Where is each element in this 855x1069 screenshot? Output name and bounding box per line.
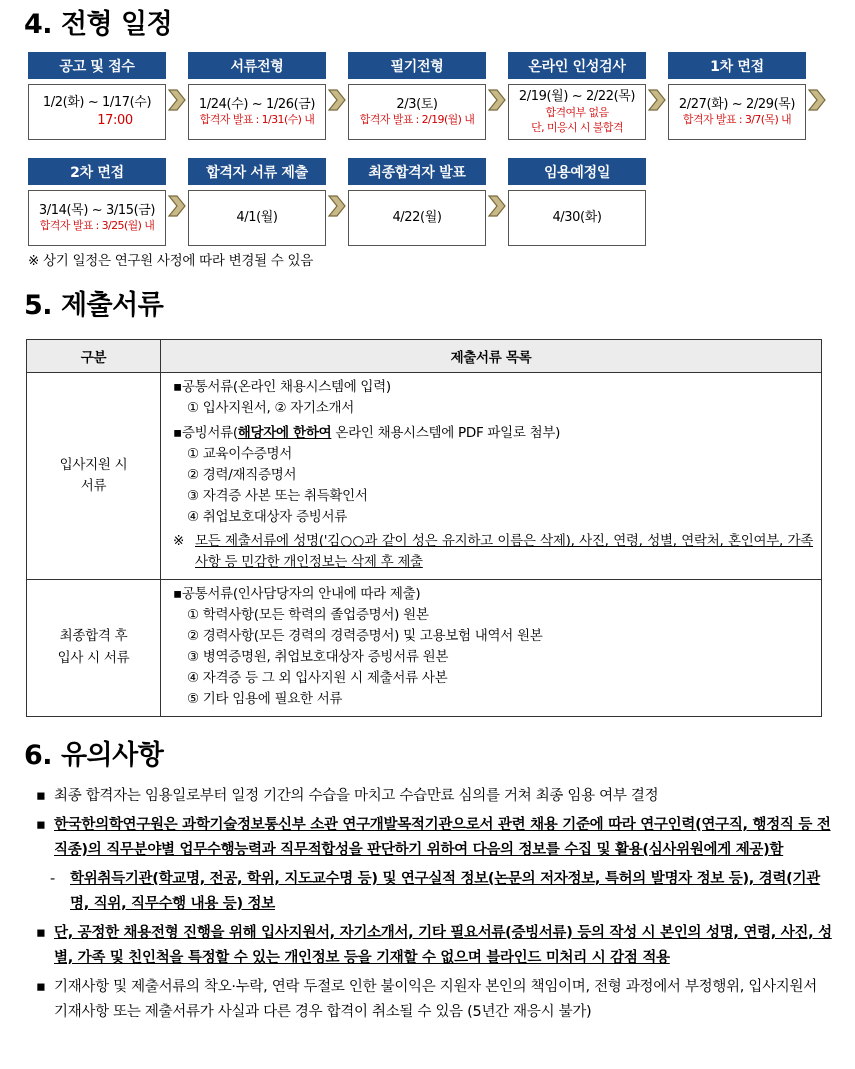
step-date: 4/22(월) — [392, 210, 442, 226]
note-text: 단, 공정한 채용전형 진행을 위해 입사지원서, 자기소개서, 기타 필요서류(증빙서류) 등의 작성 시 본인의 성명, 연령, 사진, 성별, 가족 및 친인척을 특정할 수 있는 개인정보 등을 기재할 수 없으며 블라인드 미처리 시 감점 적용 — [54, 924, 832, 966]
category-cell — [27, 373, 161, 580]
note-text: 최종 합격자는 임용일로부터 일정 기간의 수습을 마치고 수습만료 심의를 거쳐 최종 임용 여부 결정 — [54, 788, 659, 804]
warning-text: 모든 제출서류에 성명('김○○과 같이 성은 유지하고 이름은 삭제), 사진, 연령, 성별, 연락처, 혼인여부, 가족사항 등 민감한 개인정보는 삭제 후 제출 — [195, 533, 813, 571]
step-date: 1/2(화) ~ 1/17(수) — [42, 95, 152, 111]
schedule-step-personality-test — [508, 52, 646, 140]
notes-list — [36, 784, 832, 1028]
schedule-step-written-test — [348, 52, 486, 140]
list-item: ④ 자격증 등 그 외 입사지원 시 제출서류 사본 — [187, 669, 448, 686]
note-item — [36, 921, 832, 971]
step-label: 서류전형 — [188, 52, 326, 79]
step-condition: 단, 미응시 시 불합격 — [531, 120, 623, 134]
bullet-icon: ▪ — [36, 788, 46, 804]
proof-docs-title — [173, 423, 813, 444]
step-box — [348, 190, 486, 246]
document-list-cell — [161, 373, 822, 580]
step-box — [188, 84, 326, 140]
dash-icon: - — [50, 870, 55, 887]
table-row — [27, 580, 822, 717]
bullet-icon: ▪ — [36, 978, 46, 995]
step-date: 4/1(월) — [236, 210, 278, 226]
section-title-schedule: 4. 전형 일정 — [24, 9, 173, 40]
note-text: 기재사항 및 제출서류의 착오·누락, 연락 두절로 인한 불이익은 지원자 본인의 책임이며, 전형 과정에서 부정행위, 입사지원서 기재사항 또는 제출서류가 사실과 다른 경우 합격이 취소될 수 있음 (5년간 재응시 불가) — [54, 978, 817, 1020]
bullet-icon: ▪ — [36, 924, 46, 941]
step-label: 필기전형 — [348, 52, 486, 79]
schedule-step-interview-1 — [668, 52, 806, 140]
schedule-note: ※ 상기 일정은 연구원 사정에 따라 변경될 수 있음 — [28, 253, 314, 269]
note-text: 학위취득기관(학교명, 전공, 학위, 지도교수명 등) 및 연구실적 정보(논문의 저자정보, 특허의 발명자 정보 등), 경력(기관명, 직위, 직무수행 내용 등) 정보 — [70, 870, 820, 912]
section-title-notes: 6. 유의사항 — [24, 740, 164, 771]
step-date: 2/19(월) ~ 2/22(목) — [518, 89, 636, 105]
step-box — [668, 84, 806, 140]
list-item: ④ 취업보호대상자 증빙서류 — [187, 508, 347, 525]
category-line: 최종합격 후 — [59, 628, 128, 645]
schedule-step-interview-2 — [28, 158, 166, 246]
list-item: ① 학력사항(모든 학력의 졸업증명서) 원본 — [187, 607, 429, 624]
step-date: 2/27(화) ~ 2/29(목) — [678, 96, 796, 112]
step-date: 4/30(화) — [552, 210, 602, 226]
step-date: 1/24(수) ~ 1/26(금) — [198, 96, 316, 112]
documents-table — [26, 339, 822, 717]
schedule-step-submit-documents — [188, 158, 326, 246]
step-box — [348, 84, 486, 140]
step-date: 3/14(목) ~ 3/15(금) — [38, 202, 156, 218]
schedule-step-announce — [28, 52, 166, 140]
header-document-list: 제출서류 목록 — [161, 340, 822, 373]
warning-mark: ※ — [173, 533, 185, 550]
step-result: 합격여부 없음 — [545, 105, 609, 119]
step-result: 합격자 발표 : 3/7(목) 내 — [682, 113, 792, 127]
step-label: 최종합격자 발표 — [348, 158, 486, 185]
list-item: ⑤ 기타 임용에 필요한 서류 — [187, 690, 343, 707]
document-list-cell — [161, 580, 822, 717]
step-box — [28, 190, 166, 246]
schedule-step-final-announcement — [348, 158, 486, 246]
privacy-warning — [173, 531, 813, 573]
common-docs-title: ▪공통서류(온라인 채용시스템에 입력) — [173, 379, 391, 395]
note-text: 한국한의학연구원은 과학기술정보통신부 소관 연구개발목적기관으로서 관련 채용 기준에 따라 연구인력(연구직, 행정직 등 전 직종)의 직무분야별 업무수행능력과 직무적합성을 판단하기 위하여 다음의 정보를 수집 및 활용(심사위원에게 제공)함 — [54, 816, 831, 858]
step-label: 온라인 인성검사 — [508, 52, 646, 79]
step-result: 합격자 발표 : 3/25(월) 내 — [39, 219, 155, 233]
step-time: 17:00 — [97, 113, 133, 128]
list-item: ② 경력/재직증명서 — [187, 466, 297, 483]
common-docs-title: ▪공통서류(인사담당자의 안내에 따라 제출) — [173, 586, 421, 603]
proof-prefix: ▪증빙서류( — [173, 424, 238, 441]
note-item — [36, 813, 832, 863]
step-box — [508, 190, 646, 246]
step-label: 공고 및 접수 — [28, 52, 166, 79]
list-item: ② 경력사항(모든 경력의 경력증명서) 및 고용보험 내역서 원본 — [187, 628, 543, 645]
category-line: 입사 시 서류 — [57, 650, 130, 667]
table-row — [27, 373, 822, 580]
bullet-icon: ▪ — [36, 816, 46, 833]
category-line: 입사지원 시 — [59, 456, 128, 473]
common-docs-items: ① 입사지원서, ② 자기소개서 — [187, 399, 354, 416]
note-item — [36, 784, 832, 809]
category-cell — [27, 580, 161, 717]
category-line: 서류 — [80, 478, 107, 495]
step-result: 합격자 발표 : 2/19(월) 내 — [359, 113, 475, 127]
proof-emphasis: 해당자에 한하여 — [237, 424, 332, 441]
step-box — [188, 190, 326, 246]
step-result: 합격자 발표 : 1/31(수) 내 — [199, 113, 315, 127]
schedule-step-appointment — [508, 158, 646, 246]
proof-suffix: 온라인 채용시스템에 PDF 파일로 첨부) — [331, 424, 561, 441]
note-item — [36, 975, 832, 1025]
step-label: 합격자 서류 제출 — [188, 158, 326, 185]
table-header-row — [27, 340, 822, 373]
step-label: 2차 면접 — [28, 158, 166, 185]
header-category: 구분 — [27, 340, 161, 373]
list-item: ① 교육이수증명서 — [187, 445, 292, 462]
note-item — [36, 867, 832, 917]
step-box — [28, 84, 166, 140]
step-label: 임용예정일 — [508, 158, 646, 185]
step-date: 2/3(토) — [396, 96, 438, 112]
list-item: ③ 자격증 사본 또는 취득확인서 — [187, 487, 368, 504]
section-title-documents: 5. 제출서류 — [24, 290, 164, 321]
step-box — [508, 84, 646, 140]
list-item: ③ 병역증명원, 취업보호대상자 증빙서류 원본 — [187, 649, 449, 666]
step-label: 1차 면접 — [668, 52, 806, 79]
schedule-step-document-screening — [188, 52, 326, 140]
